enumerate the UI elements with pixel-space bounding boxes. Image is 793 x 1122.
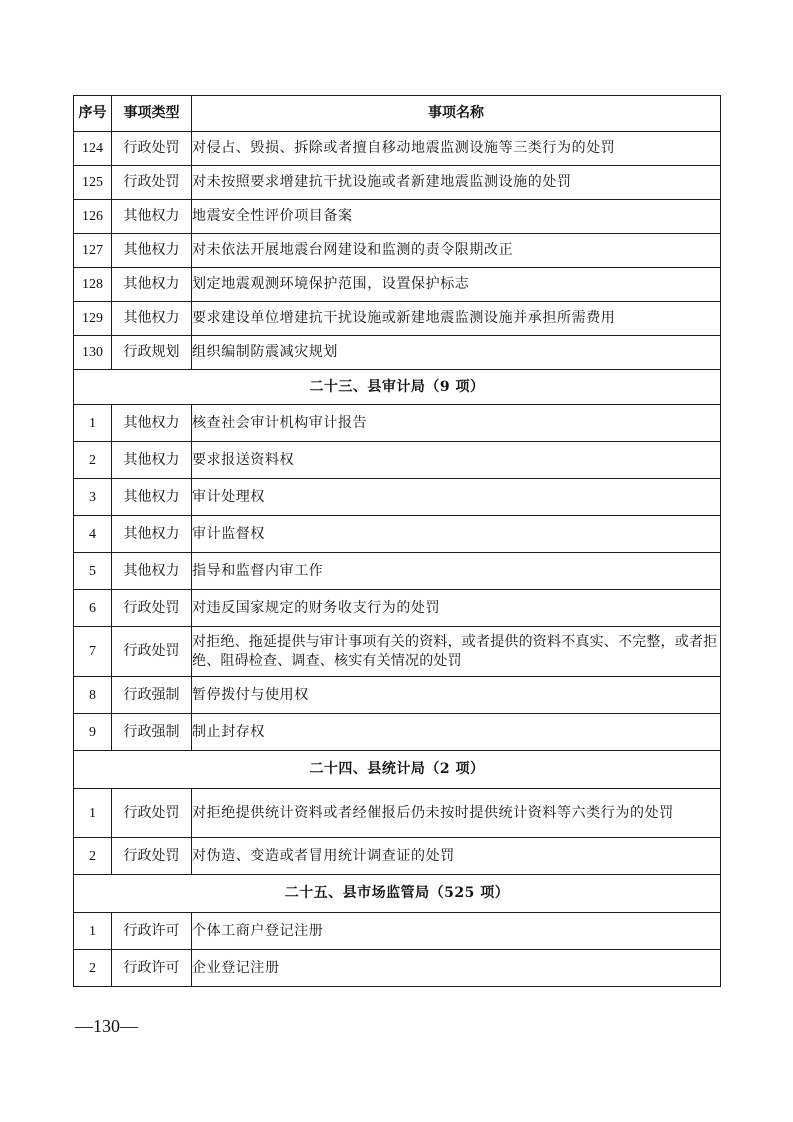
table-row [74,132,721,166]
row-type: 行政处罚 [112,789,192,838]
section-title-statistics: 二十四、县统计局（2 项） [74,751,721,789]
table-row [74,590,721,627]
row-type: 行政强制 [112,714,192,751]
table-row [74,714,721,751]
table-row [74,627,721,677]
row-type: 行政许可 [112,913,192,950]
row-no: 130 [74,336,112,370]
row-name: 暂停拨付与使用权 [192,677,721,714]
section-title-audit: 二十三、县审计局（9 项） [74,370,721,405]
row-type: 其他权力 [112,200,192,234]
table-header-row [74,96,721,132]
row-name: 地震安全性评价项目备案 [192,200,721,234]
row-type: 行政处罚 [112,166,192,200]
header-name: 事项名称 [192,96,721,132]
row-name: 指导和监督内审工作 [192,553,721,590]
table-row [74,913,721,950]
table-row [74,789,721,838]
row-no: 125 [74,166,112,200]
row-name: 制止封存权 [192,714,721,751]
row-no: 128 [74,268,112,302]
row-type: 其他权力 [112,268,192,302]
row-name: 对伪造、变造或者冒用统计调查证的处罚 [192,838,721,875]
header-type: 事项类型 [112,96,192,132]
row-type: 其他权力 [112,442,192,479]
row-name: 对侵占、毁损、拆除或者擅自移动地震监测设施等三类行为的处罚 [192,132,721,166]
row-type: 行政处罚 [112,627,192,677]
row-no: 126 [74,200,112,234]
table-row [74,302,721,336]
row-name: 对未按照要求增建抗干扰设施或者新建地震监测设施的处罚 [192,166,721,200]
table-row [74,166,721,200]
row-name: 对未依法开展地震台网建设和监测的责令限期改正 [192,234,721,268]
row-type: 行政处罚 [112,132,192,166]
row-type: 其他权力 [112,234,192,268]
row-no: 9 [74,714,112,751]
row-no: 127 [74,234,112,268]
table-row [74,516,721,553]
row-name: 要求建设单位增建抗干扰设施或新建地震监测设施并承担所需费用 [192,302,721,336]
row-no: 6 [74,590,112,627]
row-no: 5 [74,553,112,590]
table-row [74,405,721,442]
row-name: 审计处理权 [192,479,721,516]
table-row [74,950,721,987]
row-type: 其他权力 [112,405,192,442]
table-row [74,838,721,875]
row-type: 行政许可 [112,950,192,987]
row-no: 129 [74,302,112,336]
row-name: 要求报送资料权 [192,442,721,479]
row-no: 8 [74,677,112,714]
table-row [74,442,721,479]
section-row [74,751,721,789]
table-row [74,479,721,516]
table-row [74,268,721,302]
row-no: 2 [74,950,112,987]
table-row [74,677,721,714]
table-row [74,336,721,370]
row-no: 4 [74,516,112,553]
row-type: 其他权力 [112,553,192,590]
section-title-market-supervision: 二十五、县市场监管局（525 项） [74,875,721,913]
row-name: 审计监督权 [192,516,721,553]
table-row [74,200,721,234]
row-name: 个体工商户登记注册 [192,913,721,950]
table-row [74,553,721,590]
row-type: 行政强制 [112,677,192,714]
row-type: 行政规划 [112,336,192,370]
row-name: 对违反国家规定的财务收支行为的处罚 [192,590,721,627]
row-type: 行政处罚 [112,838,192,875]
row-no: 1 [74,405,112,442]
row-type: 其他权力 [112,302,192,336]
row-no: 124 [74,132,112,166]
row-no: 7 [74,627,112,677]
row-name: 组织编制防震减灾规划 [192,336,721,370]
power-list-table [73,95,721,987]
page-number: —130— [75,1016,138,1036]
row-no: 2 [74,442,112,479]
row-no: 3 [74,479,112,516]
section-row [74,370,721,405]
row-name: 对拒绝提供统计资料或者经催报后仍未按时提供统计资料等六类行为的处罚 [192,789,721,838]
row-no: 2 [74,838,112,875]
row-no: 1 [74,913,112,950]
row-type: 其他权力 [112,479,192,516]
table-row [74,234,721,268]
row-type: 其他权力 [112,516,192,553]
row-no: 1 [74,789,112,838]
section-row [74,875,721,913]
row-name: 核查社会审计机构审计报告 [192,405,721,442]
header-no: 序号 [74,96,112,132]
row-name: 对拒绝、拖延提供与审计事项有关的资料，或者提供的资料不真实、不完整，或者拒绝、阻碍检查、调查、核实有关情况的处罚 [192,627,721,677]
row-name: 企业登记注册 [192,950,721,987]
row-name: 划定地震观测环境保护范围，设置保护标志 [192,268,721,302]
row-type: 行政处罚 [112,590,192,627]
